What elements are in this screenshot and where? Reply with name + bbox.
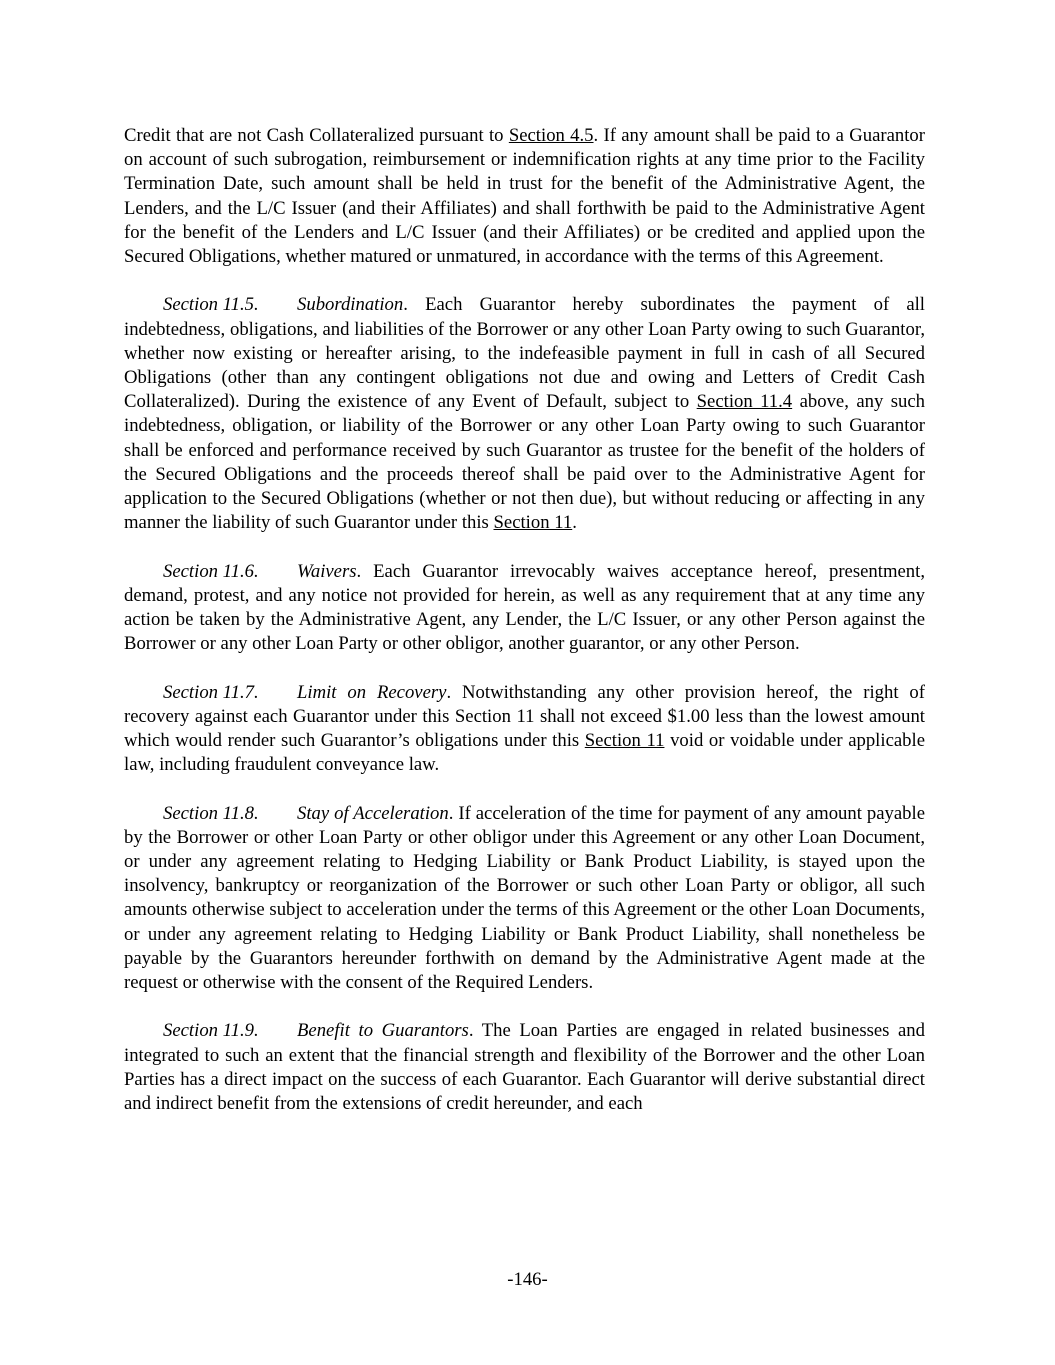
section-number: Section 11.6. bbox=[163, 560, 259, 582]
text: void or voidable under applicable law, including fraudulent conveyance law. bbox=[124, 730, 925, 776]
text: . bbox=[572, 512, 577, 534]
text: Credit that are not Cash Collateralized pursuant to bbox=[124, 125, 509, 146]
section-11-5 bbox=[124, 293, 925, 535]
section-title: Waivers bbox=[297, 560, 357, 582]
section-number: Section 11.7. bbox=[163, 681, 259, 703]
text: . Each Guarantor irrevocably waives acceptance hereof, presentment, demand, protest, and any notice not provided for herein, as well as any requirement that at any time any action be taken by the Administrative Agent, any Lender, the L/C Issuer, or any other Person against the Borrower or any other Loan Party or other obligor, another guarantor, or any other Person. bbox=[124, 560, 925, 655]
page-number: -146- bbox=[507, 1269, 548, 1290]
text: . Each Guarantor hereby subordinates the payment of all indebtedness, obligations, and liabilities of the Borrower or any other Loan Party owing to such Guarantor, whether now existing or hereafter arising, to the indefeasible payment in full in cash of all Secured Obligations (other than any contingent obligations not due and owing and Letters of Credit Cash Collateralized). During the existence of any Event of Default, subject to bbox=[124, 294, 925, 413]
document-page bbox=[124, 124, 925, 1140]
section-11-7 bbox=[124, 681, 925, 778]
text: . Notwithstanding any other provision hereof, the right of recovery against each Guarantor under this Section 11 shall not exceed $1.00 less than the lowest amount which would render such Guarantor’s obligations under this bbox=[124, 681, 925, 752]
section-number: Section 11.9. bbox=[163, 1020, 259, 1042]
section-reference: Section 11.4 bbox=[696, 391, 793, 413]
section-11-9 bbox=[124, 1019, 925, 1116]
section-reference: Section 11 bbox=[493, 512, 573, 534]
text: . If acceleration of the time for payment of any amount payable by the Borrower or other Loan Party or other obligor under this Agreement or any other Loan Document, or under any agreement relating to Hedging Liability or Bank Product Liability, is stayed upon the insolvency, bankruptcy or reorganization of the Borrower or such other Loan Party or obligor, all such amounts otherwise subject to acceleration under the terms of this Agreement or the other Loan Documents, or under any agreement relating to Hedging Liability or Bank Product Liability, shall nonetheless be payable by the Guarantors hereunder forthwith on demand by the Administrative Agent made at the request or otherwise with the consent of the Required Lenders. bbox=[124, 802, 925, 994]
section-reference: Section 4.5 bbox=[508, 125, 594, 146]
section-number: Section 11.5. bbox=[163, 294, 259, 316]
section-title: Subordination bbox=[297, 294, 404, 316]
section-11-8 bbox=[124, 802, 925, 996]
section-title: Limit on Recovery bbox=[297, 681, 447, 703]
text: . The Loan Parties are engaged in related businesses and integrated to such an extent that the financial strength and flexibility of the Borrower and the other Loan Parties has a direct impact on the success of each Guarantor. Each Guarantor will derive substantial direct and indirect benefit from the extensions of credit hereunder, and each bbox=[124, 1020, 925, 1115]
section-title: Stay of Acceleration bbox=[297, 802, 449, 824]
section-title: Benefit to Guarantors bbox=[297, 1020, 469, 1042]
section-number: Section 11.8. bbox=[163, 802, 259, 824]
text: . If any amount shall be paid to a Guarantor on account of such subrogation, reimbursement or indemnification rights at any time prior to the Facility Termination Date, such amount shall be held in trust for the benefit of the Administrative Agent, the Lenders, and the L/C Issuer (and their Affiliates) and shall forthwith be paid to the Administrative Agent for the benefit of the Lenders and L/C Issuer (and their Affiliates) or be credited and applied upon the Secured Obligations, whether matured or unmatured, in accordance with the terms of this Agreement. bbox=[124, 125, 925, 268]
section-reference: Section 11 bbox=[584, 730, 665, 752]
paragraph-continuation bbox=[124, 124, 925, 269]
text: above, any such indebtedness, obligation, or liability of the Borrower or any other Loan Party owing to such Guarantor shall be enforced and performance received by such Guarantor as trustee for the benefit of the holders of the Secured Obligations and the proceeds thereof shall be paid over to the Administrative Agent for application to the Secured Obligations (whether or not then due), but without reducing or affecting in any manner the liability of such Guarantor under this bbox=[124, 391, 925, 534]
section-11-6 bbox=[124, 560, 925, 657]
